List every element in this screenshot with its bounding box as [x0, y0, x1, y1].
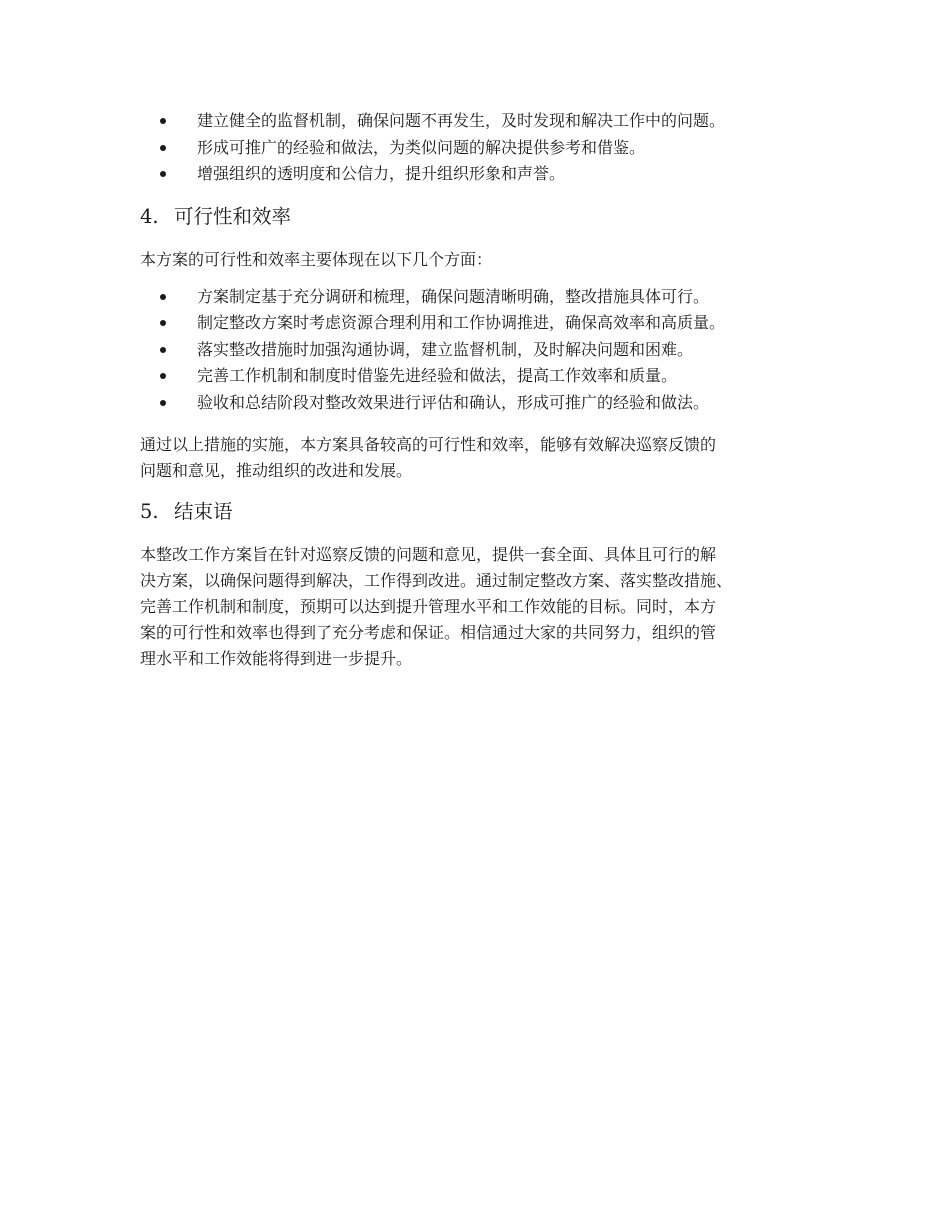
bullet-list-top [140, 108, 820, 188]
bullet-list-section-4 [140, 284, 820, 417]
paragraph-line: 理水平和工作效能将得到进一步提升。 [140, 649, 413, 668]
paragraph-line: 决方案，以确保问题得到解决，工作得到改进。通过制定整改方案、落实整改措施、 [140, 571, 733, 590]
bullet-icon [160, 347, 166, 353]
list-item-text: 完善工作机制和制度时借鉴先进经验和做法，提高工作效率和质量。 [197, 366, 678, 385]
list-item [140, 363, 820, 390]
list-item [140, 161, 820, 188]
list-item-text: 验收和总结阶段对整改效果进行评估和确认，形成可推广的经验和做法。 [197, 392, 710, 412]
list-item-text: 形成可推广的经验和做法，为类似问题的解决提供参考和借鉴。 [197, 137, 646, 157]
bullet-icon [160, 145, 166, 151]
paragraph-line: 案的可行性和效率也得到了充分考虑和保证。相信通过大家的共同努力，组织的管 [140, 623, 717, 642]
paragraph-line: 问题和意见，推动组织的改进和发展。 [140, 461, 413, 480]
section-number: 5. [140, 500, 159, 523]
section-4-heading [140, 203, 820, 231]
section-4-conclusion [140, 432, 820, 484]
list-item-text: 落实整改措施时加强沟通协调，建立监督机制，及时解决问题和困难。 [197, 339, 694, 359]
list-item [140, 337, 820, 364]
list-item [140, 390, 820, 417]
list-item [140, 310, 820, 337]
bullet-icon [160, 373, 166, 379]
bullet-icon [160, 400, 166, 406]
list-item [140, 135, 820, 162]
list-item-text: 建立健全的监督机制，确保问题不再发生，及时发现和解决工作中的问题。 [197, 111, 726, 130]
list-item-text: 制定整改方案时考虑资源合理利用和工作协调推进，确保高效率和高质量。 [197, 313, 726, 332]
paragraph-line: 本整改工作方案旨在针对巡察反馈的问题和意见，提供一套全面、具体且可行的解 [140, 545, 717, 564]
section-5-body [140, 542, 820, 672]
bullet-icon [160, 294, 166, 300]
section-4-intro: 本方案的可行性和效率主要体现在以下几个方面： [140, 249, 493, 269]
section-title: 可行性和效率 [174, 204, 292, 228]
list-item-text: 增强组织的透明度和公信力，提升组织形象和声誉。 [197, 164, 566, 183]
bullet-icon [160, 171, 166, 177]
paragraph-line: 完善工作机制和制度，预期可以达到提升管理水平和工作效能的目标。同时，本方 [140, 597, 717, 616]
list-item [140, 284, 820, 311]
document-page [140, 108, 820, 672]
section-5-heading [140, 498, 820, 526]
bullet-icon [160, 320, 166, 326]
paragraph-line: 通过以上措施的实施，本方案具备较高的可行性和效率，能够有效解决巡察反馈的 [140, 435, 717, 454]
list-item-text: 方案制定基于充分调研和梳理，确保问题清晰明确，整改措施具体可行。 [197, 286, 710, 306]
section-number: 4. [140, 204, 159, 228]
list-item [140, 108, 820, 135]
bullet-icon [160, 118, 166, 124]
section-title: 结束语 [174, 500, 233, 523]
